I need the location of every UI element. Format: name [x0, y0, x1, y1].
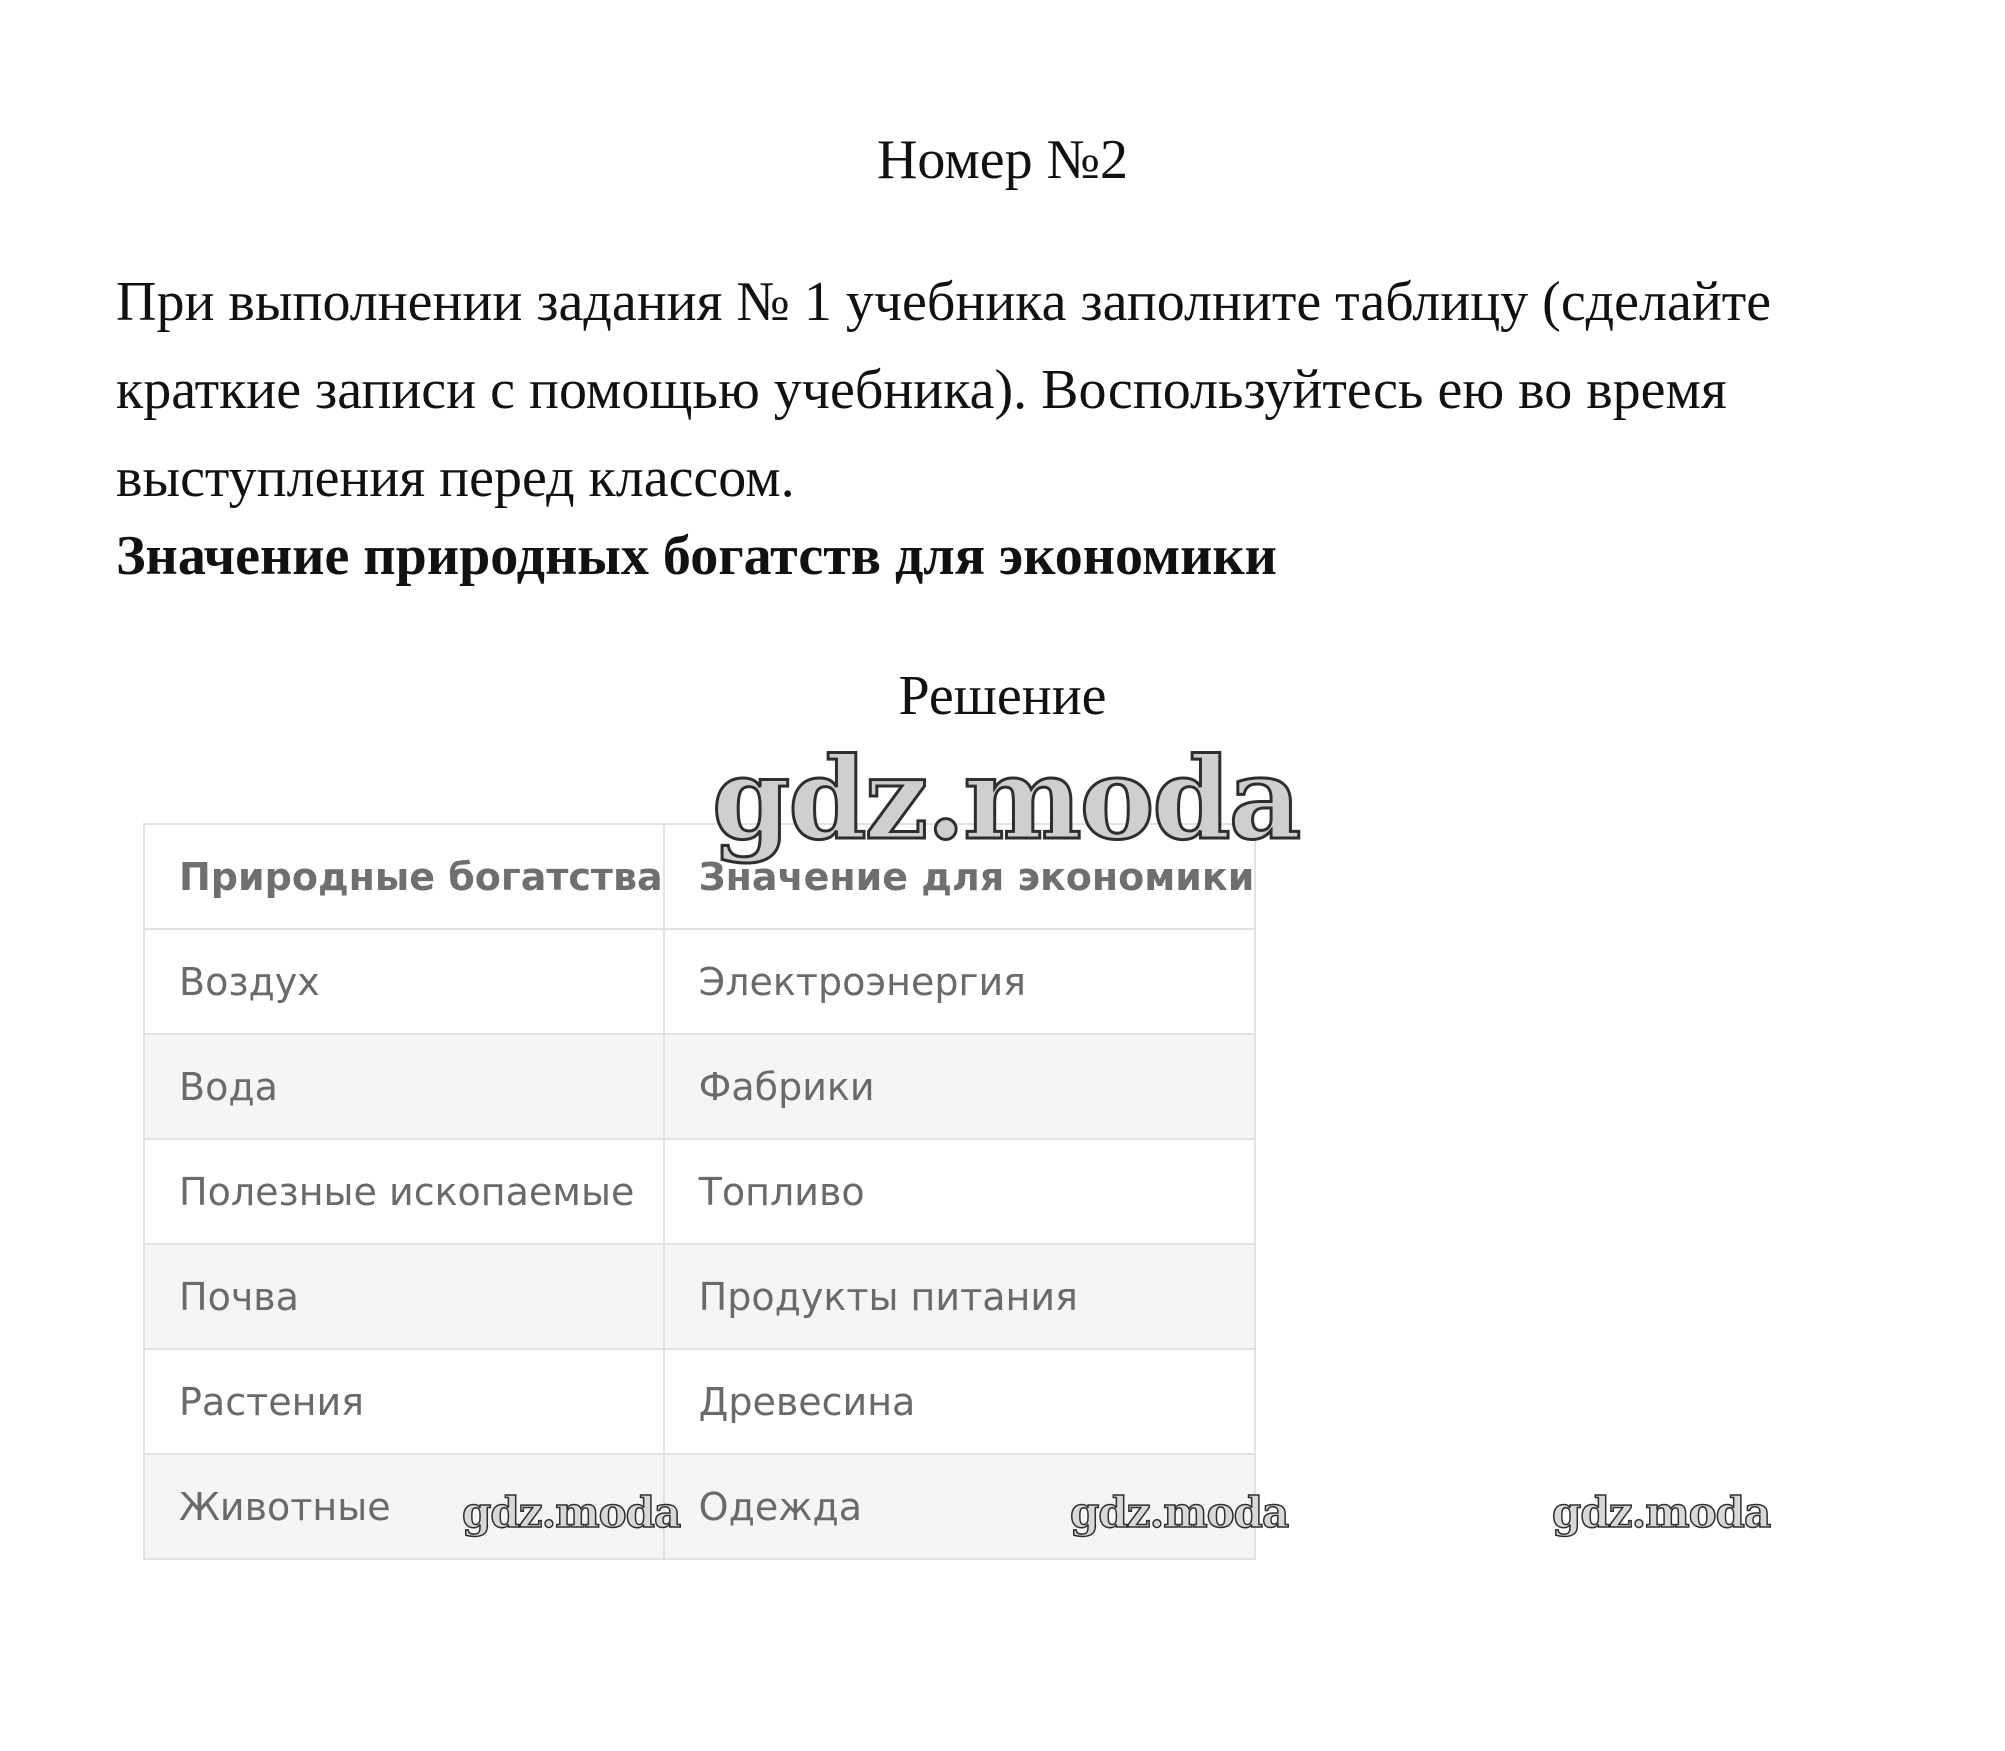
task-line: выступления перед классом. — [116, 447, 795, 509]
table-row — [144, 1349, 1255, 1454]
table-cell-resource: Растения — [144, 1349, 664, 1454]
table-cell-value: Одежда — [664, 1454, 1256, 1559]
table-cell-value: Древесина — [664, 1349, 1256, 1454]
table-cell-resource: Полезные ископаемые — [144, 1139, 664, 1244]
table-cell-resource: Воздух — [144, 929, 664, 1034]
task-line: краткие записи с помощью учебника). Воспользуйтесь ею во время — [116, 359, 1727, 421]
table-row — [144, 1034, 1255, 1139]
table-row — [144, 929, 1255, 1034]
watermark-main: gdz.moda — [712, 734, 1300, 865]
solution-label: Решение — [898, 665, 1107, 727]
table-header-value: Значение для экономики — [664, 824, 1256, 929]
resources-table — [143, 823, 1256, 1560]
table-cell-value: Фабрики — [664, 1034, 1256, 1139]
table-cell-resource: Вода — [144, 1034, 664, 1139]
task-line: При выполнении задания № 1 учебника заполните таблицу (сделайте — [116, 271, 1772, 333]
table-cell-resource: Почва — [144, 1244, 664, 1349]
watermark-small: gdz.moda — [1070, 1488, 1289, 1537]
table-cell-value: Продукты питания — [664, 1244, 1256, 1349]
table-row — [144, 1244, 1255, 1349]
section-heading: Значение природных богатств для экономики — [116, 525, 1277, 587]
watermark-small: gdz.moda — [1552, 1488, 1771, 1537]
table-row — [144, 1139, 1255, 1244]
table-cell-value: Электроэнергия — [664, 929, 1256, 1034]
table-header-resources: Природные богатства — [144, 824, 664, 929]
table-cell-resource: Животные — [144, 1454, 664, 1559]
watermark-small: gdz.moda — [462, 1488, 681, 1537]
table-cell-value: Топливо — [664, 1139, 1256, 1244]
page-title: Номер №2 — [876, 129, 1129, 191]
task-text — [116, 258, 1916, 522]
